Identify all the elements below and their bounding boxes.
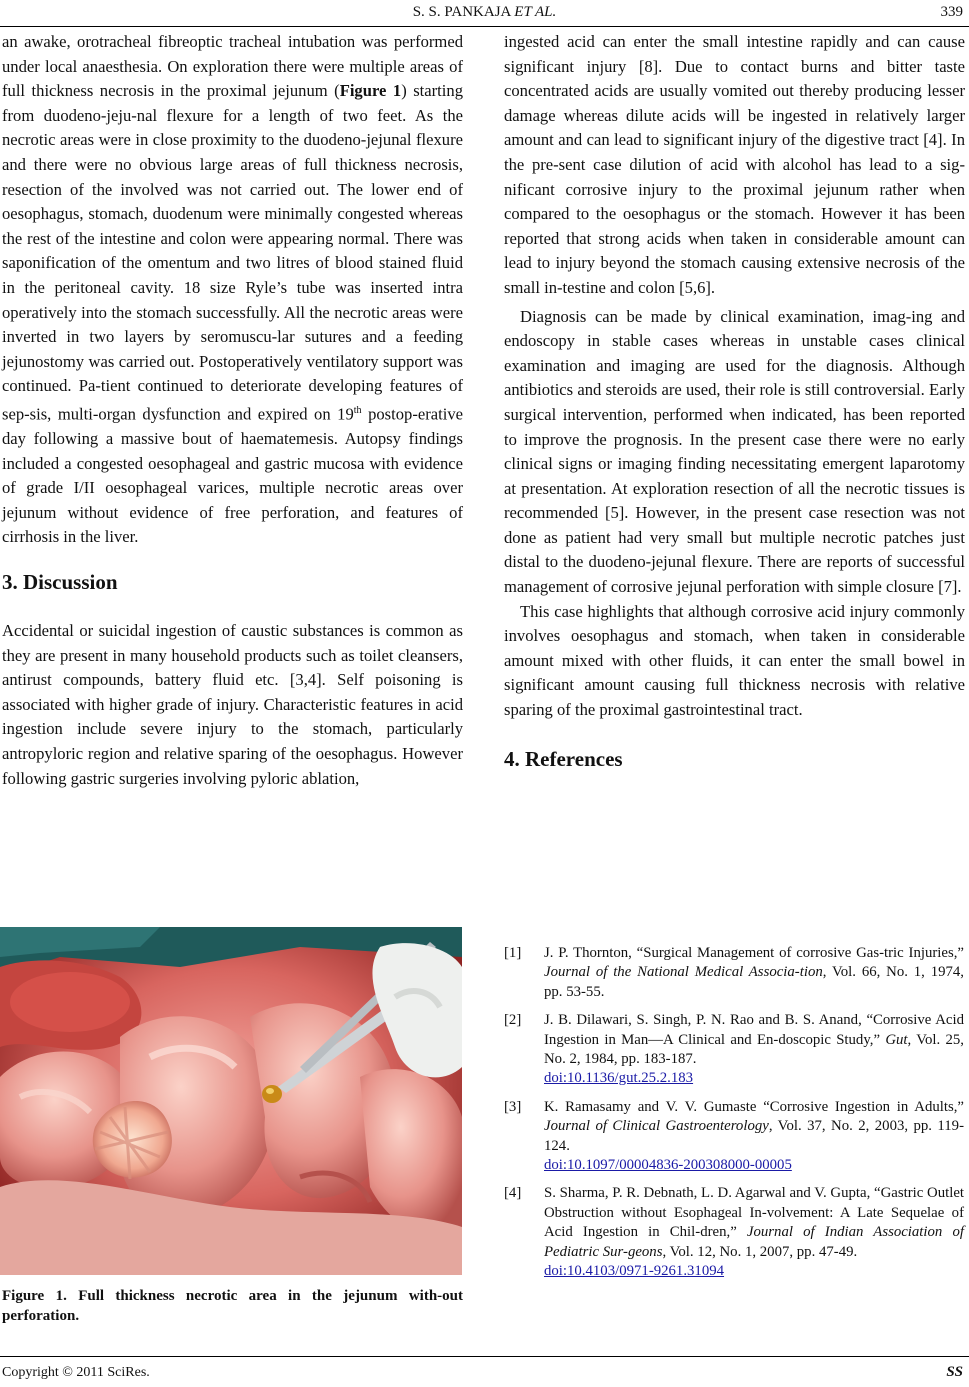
running-head-etal: ET AL. — [514, 4, 557, 20]
section-heading-references: 4. References — [504, 746, 623, 771]
reference-list — [504, 944, 964, 1291]
reference-text: , Vol. 25, No. 2, 1984, pp. 183-187. — [544, 1031, 964, 1068]
doi-link[interactable]: doi:10.1136/gut.25.2.183 — [544, 1070, 694, 1087]
reference-number: [2] — [504, 1012, 522, 1029]
reference-text: K. Ramasamy and V. V. Gumaste “Corrosive Ingestion in Adults,” — [544, 1098, 964, 1115]
right-column — [504, 30, 965, 772]
reference-text: , Vol. 66, No. 1, 1974, pp. 53-55. — [544, 964, 964, 1000]
reference-journal: Journal of Indian Association of Pediatric Sur-geons — [544, 1224, 964, 1260]
doi-link[interactable]: doi:10.1097/00004836-200308000-00005 — [544, 1157, 792, 1174]
reference-item — [504, 1011, 964, 1089]
paragraph-text: an awake, orotracheal fibreoptic tracheal intubation was performed under local anaesthesia. On exploration there were multiple areas of full thickness necrosis in the proximal jejunum ( — [2, 32, 463, 101]
journal-abbreviation: SS — [946, 1364, 963, 1380]
reference-item — [504, 1184, 964, 1281]
copyright-notice: Copyright © 2011 SciRes. — [2, 1365, 150, 1380]
reference-item — [504, 944, 964, 1002]
reference-number: [4] — [504, 1185, 522, 1202]
surgical-photo-illustration — [0, 927, 462, 1275]
figure-caption: Figure 1. Full thickness necrotic area in the jejunum with-out perforation. — [2, 1288, 463, 1324]
section-heading-discussion: 3. Discussion — [2, 570, 118, 594]
left-column — [2, 30, 463, 791]
running-head — [0, 4, 969, 21]
reference-item — [504, 1098, 964, 1176]
discussion-paragraph: ingested acid can enter the small intestine rapidly and can cause significant injury [8]. Due to contact burns and bitter taste concentrated acids are usually vomited out thereby producing lesser damage whereas dilute acids will be ingested in relatively larger amount and can lead to significant injury of the digestive tract [4]. In the pre-sent case dilution of acid with alcohol has lead to a sig-nificant corrosive injury to the proximal jejunum rather when compared to the oesophagus or the stomach. However it has been reported that strong acids when taken in considerable amount can lead to injury beyond the stomach causing extensive necrosis of the small in-testine and colon [5,6]. — [504, 32, 965, 297]
page-header — [0, 0, 969, 27]
figure-reference-link[interactable]: Figure 1 — [339, 81, 402, 101]
reference-text: J. B. Dilawari, S. Singh, P. N. Rao and B. S. Anand, “Corrosive Acid Ingestion in Man—A Clinical and En-doscopic Study,” — [544, 1012, 964, 1048]
reference-text: , Vol. 37, No. 2, 2003, pp. 119-124. — [544, 1118, 964, 1154]
reference-text: , Vol. 12, No. 1, 2007, pp. 47-49. — [662, 1243, 858, 1260]
superscript: th — [353, 404, 362, 416]
running-head-authors: S. S. PANKAJA — [412, 4, 511, 20]
discussion-paragraph: This case highlights that although corrosive acid injury commonly involves oesophagus and stomach, when taken in considerable amount mixed with other fluids, it can enter the small bowel in significant amount causing full thickness necrosis with relative sparing of the proximal gastrointestinal tract. — [504, 601, 965, 720]
figure-1-photo — [0, 927, 462, 1275]
page-number: 339 — [940, 4, 963, 20]
reference-number: [3] — [504, 1098, 522, 1115]
paragraph-text: postop-erative day following a massive bout of haematemesis. Autopsy findings included a congested oesophageal and gastric mucosa with evidence of grade I/II oesophageal varices, multiple necrotic areas over jejunum without evidence of free perforation, and features of cirrhosis in the liver. — [2, 404, 463, 547]
page-footer — [0, 1356, 969, 1387]
reference-journal: Journal of the National Medical Associa-tion — [544, 964, 823, 981]
discussion-paragraph: Accidental or suicidal ingestion of caustic substances is common as they are present in many household products such as toilet cleansers, antirust compounds, battery fluid etc. [3,4]. Self poisoning is associated with higher grade of injury. Characteristic features in acid ingestion include severe injury to the stomach, particularly antropyloric region and relative sparing of the oesophagus. However following gastric surgeries involving pyloric ablation, — [2, 621, 463, 788]
case-report-paragraph — [2, 30, 463, 550]
paragraph-text: ) starting from duodeno-jeju-nal flexure for a length of two feet. As the necrotic areas were in close proximity to the duodeno-jejunal flexure and there were no obvious large areas of full thickness necrosis, resection of the involved was not carried out. The lower end of oesophagus, stomach, duodenum were minimally congested whereas the rest of the intestine and colon were appearing normal. There was saponification of the omentum and two litres of blood stained fluid in the peritoneal cavity. 18 size Ryle’s tube was inserted intra operatively into the stomach successfully. All the necrotic areas were inverted in two layers by seromuscu-lar sutures and a feeding jejunostomy was carried out. Postoperatively ventilatory support was continued. Pa-tient continued to deteriorate developing features of sep-sis, multi-organ dysfunction and expired on 19 — [2, 81, 463, 424]
reference-number: [1] — [504, 945, 522, 961]
discussion-paragraph: Diagnosis can be made by clinical examination, imag-ing and endoscopy in stable cases whereas in unstable cases clinical examination and imaging are used for the diagnosis. Although antibiotics and steroids are used, their role is still controversial. Early surgical intervention, performed when indicated, has been reported to improve the prognosis. In the present case there were no early clinical signs or imaging finding necessitating emergent laparotomy at presentation. At exploration resection of all the necrotic tissues is recommended [5]. However, in the present case resection was not done as patient had very small but multiple necrotic patches just distal to the duodeno-jejunal flexure. There are reports of successful management of corrosive jejunal perforation with simple closure [7]. — [504, 306, 965, 597]
reference-journal: Journal of Clinical Gastroenterology — [544, 1118, 769, 1135]
reference-text: J. P. Thornton, “Surgical Management of corrosive Gas-tric Injuries,” — [544, 945, 964, 961]
reference-journal: Gut — [885, 1031, 908, 1048]
reference-text: S. Sharma, P. R. Debnath, L. D. Agarwal and V. Gupta, “Gastric Outlet Obstruction without Esophageal In-volvement: A Late Sequelae of Acid Ingestion in Chil-dren,” — [544, 1185, 964, 1241]
doi-link[interactable]: doi:10.4103/0971-9261.31094 — [544, 1263, 725, 1280]
